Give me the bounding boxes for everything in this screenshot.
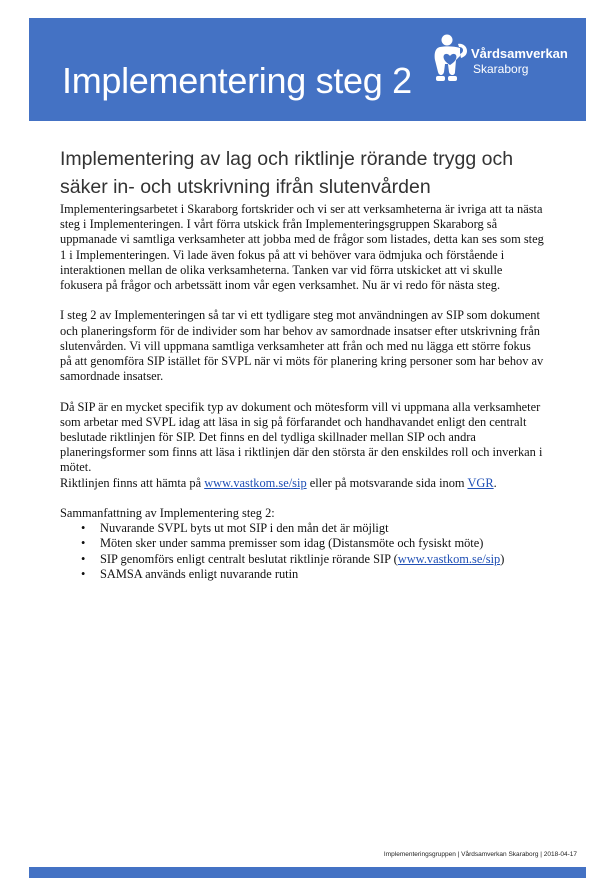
list-item bbox=[81, 521, 544, 536]
logo-subtitle: Skaraborg bbox=[473, 62, 529, 76]
header-banner bbox=[29, 18, 586, 121]
list-item bbox=[81, 551, 544, 567]
paragraph-guideline-link bbox=[60, 476, 544, 491]
bullet-icon: • bbox=[81, 521, 86, 536]
list-item-text: SAMSA används enligt nuvarande rutin bbox=[100, 566, 299, 581]
list-item-text: Nuvarande SVPL byts ut mot SIP i den mån det är möjligt bbox=[100, 521, 389, 536]
vastkom-sip-link-summary[interactable]: www.vastkom.se/sip bbox=[397, 551, 501, 566]
summary-list bbox=[60, 521, 544, 582]
document-title: Implementering av lag och riktlinje rörande trygg och säker in- och utskrivning ifrån slutenvården bbox=[60, 148, 514, 198]
person-heart-logo-icon bbox=[434, 34, 468, 82]
guideline-text-middle: eller på motsvarande sida inom bbox=[306, 475, 468, 490]
document-body bbox=[60, 202, 544, 582]
list-item-text-after: ) bbox=[500, 551, 505, 566]
list-item-text-before: SIP genomförs enligt centralt beslutat riktlinje rörande SIP ( bbox=[100, 551, 398, 566]
summary-heading: Sammanfattning av Implementering steg 2: bbox=[60, 506, 275, 521]
footer-text: Implementeringsgruppen | Vårdsamverkan Skaraborg | 2018-04-17 bbox=[383, 851, 577, 858]
bullet-icon: • bbox=[81, 566, 86, 581]
bullet-icon: • bbox=[81, 551, 86, 566]
footer-bar bbox=[29, 867, 586, 878]
vastkom-sip-link[interactable]: www.vastkom.se/sip bbox=[204, 475, 307, 490]
list-item-text: Möten sker under samma premisser som idag (Distansmöte och fysiskt möte) bbox=[100, 536, 484, 551]
paragraph-sip: Då SIP är en mycket specifik typ av dokument och mötesform vill vi uppmana alla verksamheter som arbetar med SVPL idag att läsa in sig på förfarandet och handhavandet enligt den centralt beslutade riktlinjen för SIP. Det finns en del tydliga skillnader mellan SIP och andra planeringsformer som finns att läsa i riktlinjen där den största är den enskildes roll och inverkan i mötet. bbox=[60, 399, 543, 475]
list-item bbox=[81, 536, 544, 551]
logo bbox=[434, 32, 579, 84]
guideline-text-after: . bbox=[493, 475, 497, 490]
paragraph-intro: Implementeringsarbetet i Skaraborg fortskrider och vi ser att verksamheterna är ivriga att ta nästa steg i Implementeringen. I vårt förra utskick från Implementeringsgruppen Skaraborg så uppmanade vi samtliga verksamheter att jobba med de frågor som listades, detta kan ses som steg 1 i Implementeringen. Vi lade även fokus på att vi behöver vara ödmjuka och förstående i interaktionen mellan de olika verksamheterna. Tanken var vid förra utskicket att vi skulle fokusera på frågor och arbetssätt inom vår egen verksamhet. Nu är vi redo för nästa steg. bbox=[60, 202, 544, 293]
logo-name: Vårdsamverkan bbox=[471, 46, 568, 61]
vgr-link[interactable]: VGR bbox=[467, 475, 494, 490]
bullet-icon: • bbox=[81, 536, 86, 551]
paragraph-step2: I steg 2 av Implementeringen så tar vi ett tydligare steg mot användningen av SIP som dokument och planeringsform för de individer som har behov av samordnade insatser efter utskrivning från slutenvården. Vi vill uppmana samtliga verksamheter att från och med nu lägga ett större fokus på att genomföra SIP istället för SVPL när vi möts för planering kring personer som har behov av samordnade insatser. bbox=[60, 308, 544, 384]
page-title: Implementering steg 2 bbox=[62, 60, 412, 101]
guideline-text-before: Riktlinjen finns att hämta på bbox=[60, 475, 205, 490]
list-item bbox=[81, 566, 544, 582]
